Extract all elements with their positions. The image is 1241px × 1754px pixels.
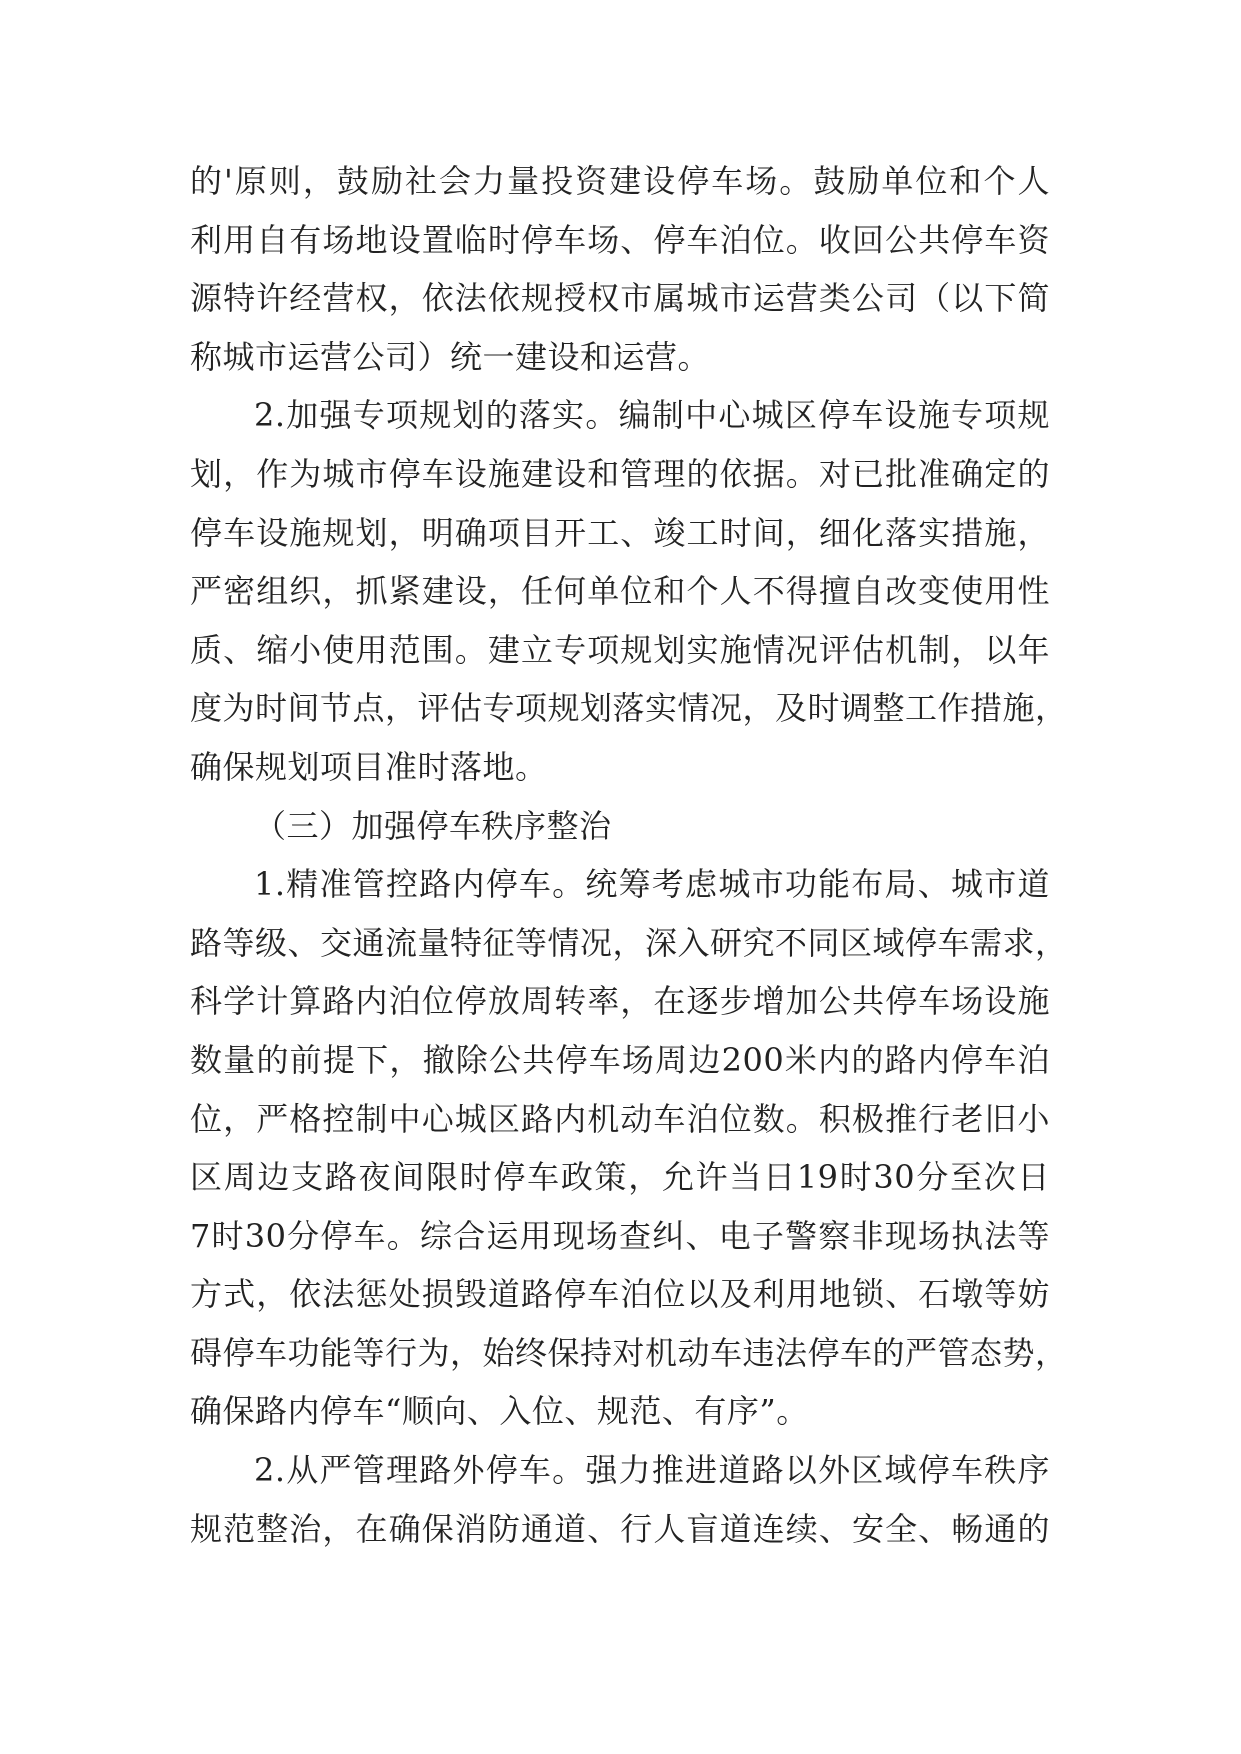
- paragraph-line: 停车设施规划，明确项目开工、竣工时间，细化落实措施，: [190, 513, 1050, 552]
- paragraph-line: 科学计算路内泊位停放周转率，在逐步增加公共停车场设施: [190, 982, 1050, 1021]
- paragraph-line: 方式，依法惩处损毁道路停车泊位以及利用地锁、石墩等妨: [190, 1275, 1050, 1314]
- paragraph-line: 的'原则，鼓励社会力量投资建设停车场。鼓励单位和个人: [190, 162, 1050, 200]
- paragraph-line: 位，严格控制中心城区路内机动车泊位数。积极推行老旧小: [190, 1099, 1050, 1138]
- section-heading: （三）加强停车秩序整治: [254, 806, 612, 845]
- paragraph-line: 路等级、交通流量特征等情况，深入研究不同区域停车需求，: [190, 923, 1068, 962]
- paragraph-line: 称城市运营公司）统一建设和运营。: [190, 337, 711, 376]
- paragraph-line: 区周边支路夜间限时停车政策，允许当日19时30分至次日: [190, 1158, 1050, 1197]
- paragraph-line: 2.从严管理路外停车。强力推进道路以外区域停车秩序: [254, 1451, 1050, 1490]
- paragraph-line: 严密组织，抓紧建设，任何单位和个人不得擅自改变使用性: [190, 572, 1050, 611]
- paragraph-line: 利用自有场地设置临时停车场、停车泊位。收回公共停车资: [190, 220, 1050, 259]
- paragraph-line: 规范整治，在确保消防通道、行人盲道连续、安全、畅通的: [190, 1509, 1050, 1548]
- paragraph-line: 质、缩小使用范围。建立专项规划实施情况评估机制，以年: [190, 630, 1050, 669]
- document-body: [190, 152, 1068, 1558]
- paragraph-line: 7时30分停车。综合运用现场查纠、电子警察非现场执法等: [190, 1216, 1050, 1255]
- paragraph-line: 确保规划项目准时落地。: [190, 747, 548, 786]
- paragraph-line: 度为时间节点，评估专项规划落实情况，及时调整工作措施，: [190, 689, 1068, 728]
- paragraph-line: 1.精准管控路内停车。统筹考虑城市功能布局、城市道: [254, 865, 1050, 904]
- paragraph-line: 数量的前提下，撤除公共停车场周边200米内的路内停车泊: [190, 1040, 1050, 1079]
- paragraph-line: 碍停车功能等行为，始终保持对机动车违法停车的严管态势，: [190, 1333, 1068, 1372]
- paragraph-line: 划，作为城市停车设施建设和管理的依据。对已批准确定的: [190, 454, 1050, 493]
- paragraph-line: 源特许经营权，依法依规授权市属城市运营类公司（以下简: [190, 279, 1050, 318]
- paragraph-line: 2.加强专项规划的落实。编制中心城区停车设施专项规: [254, 396, 1050, 435]
- paragraph-line: 确保路内停车“顺向、入位、规范、有序”。: [190, 1392, 809, 1431]
